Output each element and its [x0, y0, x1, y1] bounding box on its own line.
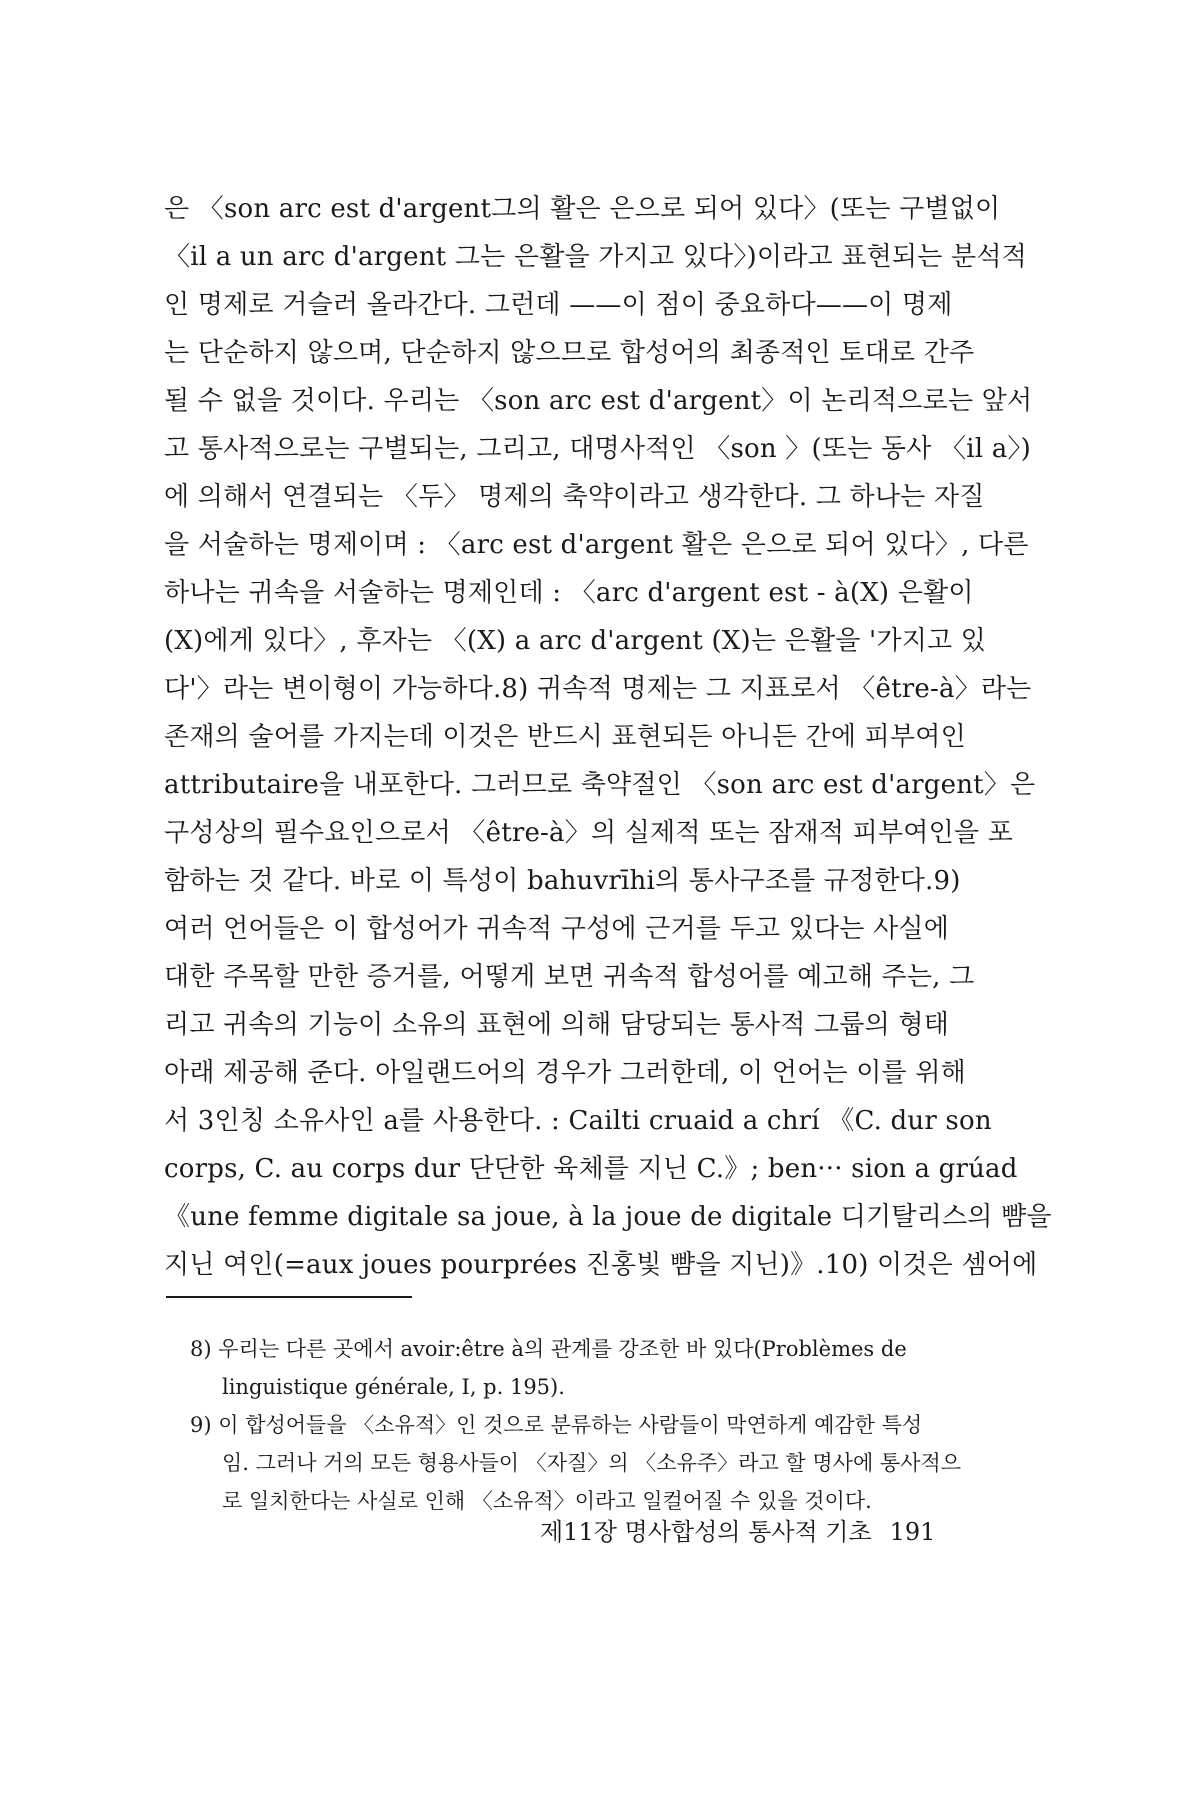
text-line: 《une femme digitale sa joue, à la joue de digitale 디기탈리스의 뺨을 — [164, 1202, 1052, 1232]
text-line: 아래 제공해 준다. 아일랜드어의 경우가 그러한데, 이 언어는 이를 위해 — [164, 1058, 966, 1088]
text-line: (X)에게 있다〉, 후자는 〈(X) a arc d'argent (X)는 은활을 '가지고 있 — [164, 626, 987, 656]
text-line: 대한 주목할 만한 증거를, 어떻게 보면 귀속적 합성어를 예고해 주는, 그 — [164, 962, 975, 992]
text-line: attributaire을 내포한다. 그러므로 축약절인 〈son arc est d'argent〉은 — [164, 770, 1036, 800]
footnote-line: 9) 이 합성어들을 〈소유적〉인 것으로 분류하는 사람들이 막연하게 예감한 특성 — [190, 1413, 923, 1437]
text-line: 지닌 여인(=aux joues pourprées 진홍빛 뺨을 지닌)》.10) 이것은 셈어에 — [164, 1250, 1038, 1280]
text-line: 에 의해서 연결되는 〈두〉 명제의 축약이라고 생각한다. 그 하나는 자질 — [164, 482, 985, 512]
footnotes — [190, 1330, 1020, 1520]
text-line: 리고 귀속의 기능이 소유의 표현에 의해 담당되는 통사적 그룹의 형태 — [164, 1010, 950, 1040]
text-line: 인 명제로 거슬러 올라간다. 그런데 ——이 점이 중요하다——이 명제 — [164, 290, 953, 320]
page-footer — [540, 1512, 935, 1547]
text-line: 존재의 술어를 가지는데 이것은 반드시 표현되든 아니든 간에 피부여인 — [164, 722, 966, 752]
text-line: 될 수 없을 것이다. 우리는 〈son arc est d'argent〉이 논리적으로는 앞서 — [164, 386, 1033, 416]
text-line: 을 서술하는 명제이며 : 〈arc est d'argent 활은 은으로 되어 있다〉, 다른 — [164, 530, 1029, 560]
text-line: 고 통사적으로는 구별되는, 그리고, 대명사적인 〈son 〉(또는 동사 〈il a〉) — [164, 434, 1031, 464]
footnote-line: 8) 우리는 다른 곳에서 avoir:être à의 관계를 강조한 바 있다(Problèmes de — [190, 1337, 907, 1361]
text-line: 는 단순하지 않으며, 단순하지 않으므로 합성어의 최종적인 토대로 간주 — [164, 338, 975, 368]
footnote-line: 로 일치한다는 사실로 인해 〈소유적〉이라고 일컬어질 수 있을 것이다. — [222, 1489, 872, 1513]
main-text — [164, 185, 1052, 1289]
page-number: 191 — [889, 1518, 936, 1546]
footnote-line: linguistique générale, I, p. 195). — [222, 1375, 565, 1399]
running-title: 제11장 명사합성의 통사적 기초 — [540, 1518, 872, 1546]
text-line: corps, C. au corps dur 단단한 육체를 지닌 C.》; ben··· sion a grúad — [164, 1154, 1018, 1184]
footnote-divider — [166, 1296, 412, 1298]
text-line: 여러 언어들은 이 합성어가 귀속적 구성에 근거를 두고 있다는 사실에 — [164, 914, 950, 944]
footnote-line: 임. 그러나 거의 모든 형용사들이 〈자질〉의 〈소유주〉라고 할 명사에 통사적으 — [222, 1451, 962, 1475]
text-line: 다'〉라는 변이형이 가능하다.8) 귀속적 명제는 그 지표로서 〈être-à〉라는 — [164, 674, 1032, 704]
text-line: 〈il a un arc d'argent 그는 은활을 가지고 있다〉)이라고 표현되는 분석적 — [164, 242, 1027, 272]
text-line: 하나는 귀속을 서술하는 명제인데 : 〈arc d'argent est - à(X) 은활이 — [164, 578, 974, 608]
text-line: 함하는 것 같다. 바로 이 특성이 bahuvrīhi의 통사구조를 규정한다.9) — [164, 866, 961, 896]
text-line: 서 3인칭 소유사인 a를 사용한다. : Cailti cruaid a chrí 《C. dur son — [164, 1106, 992, 1136]
text-line: 은 〈son arc est d'argent그의 활은 은으로 되어 있다〉(또는 구별없이 — [164, 194, 1001, 224]
text-line: 구성상의 필수요인으로서 〈être-à〉의 실제적 또는 잠재적 피부여인을 포 — [164, 818, 1014, 848]
